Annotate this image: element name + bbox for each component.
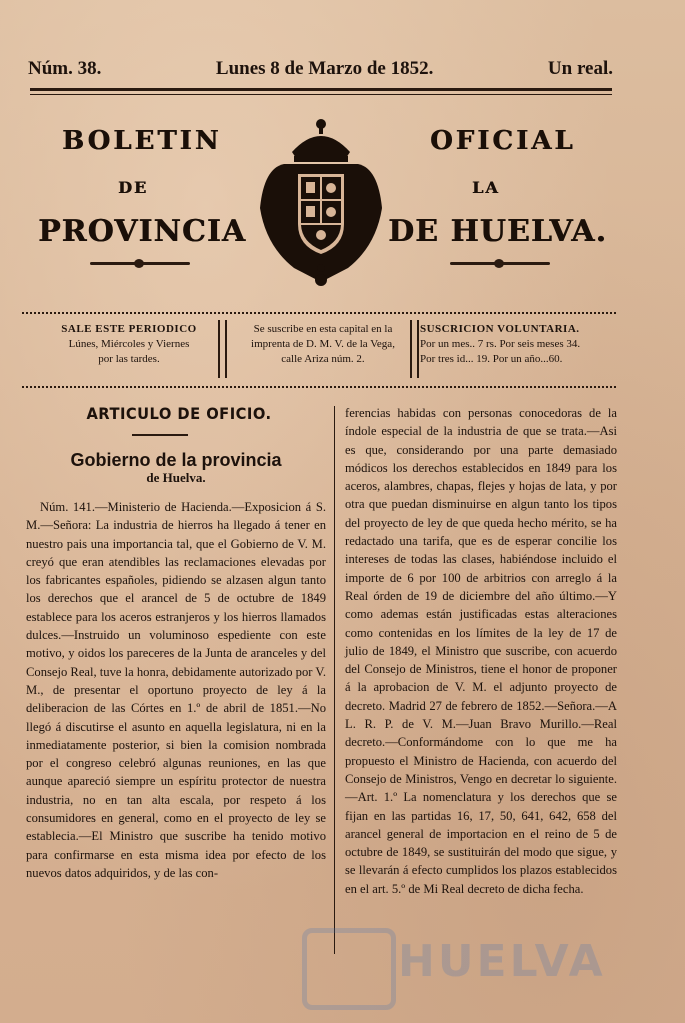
heading-rule [132, 434, 188, 436]
header-rule-thick [30, 88, 612, 91]
schedule-days: Lúnes, Miércoles y Viernes [68, 338, 190, 350]
masthead-de-huelva: DE HUELVA. [388, 214, 607, 249]
watermark-logo-icon [292, 922, 612, 1008]
masthead-provincia: PROVINCIA [38, 214, 247, 249]
issue-date: Lunes 8 de Marzo de 1852. [215, 58, 434, 79]
article-column-left [26, 498, 326, 882]
masthead-boletin: BOLETIN [62, 126, 222, 156]
watermark-text: HUELVA [398, 936, 606, 987]
location-line-2: imprenta de D. M. V. de la Vega, [251, 338, 395, 350]
watermark-frame [302, 928, 396, 1010]
masthead-oficial: OFICIAL [430, 126, 576, 156]
issue-price: Un real. [547, 58, 613, 79]
location-line-3: calle Ariza núm. 2. [281, 353, 365, 365]
prices-title: SUSCRICION VOLUNTARIA. [420, 323, 580, 335]
info-separator [218, 320, 227, 378]
article-paragraph-right: ferencias habidas con personas conocedoras de la índole especial de la industria de que se trata.—Asi es que, considerando por una parte demasiado módicos los derechos establecidos en 1849 para los aceros, alambres, chapas, flejes y hojas de lata, y por otra que puedan disminuirse en algun tanto los tipos del proyecto de ley de que queda hecho mérito, se ha redactado una tarifa, que es de esperar concilie los intereses de todas las clases, habiéndose incluido el importe de 6 por 100 de arbitrios con arreglo á la Real órden de 19 de diciembre del año último.—Y como ademas están justificadas estas alteraciones como contenidas en los límites de la ley de 17 de julio de 1849, el Ministro que suscribe, con acuerdo del Consejo de Ministros, tiene el honor de proponer á la aprobacion de V. M. el adjunto proyecto de decreto. Madrid 27 de febrero de 1852.—Señora.—A L. R. P. de V. M.—Juan Bravo Murillo.—Real decreto.—Conformándome con lo que me ha propuesto el Ministro de Hacienda, con acuerdo del Consejo de Ministros, Vengo en decretar lo siguiente.—Art. 1.º La nomenclatura y los derechos que se fijan en las partidas 16, 17, 50, 641, 642, 658 del arancel general de importacion en el reino de 5 de octubre de 1849, se sustituirán del modo que sigue, y se llevarán á efecto cumplidos los plazos establecidos en el art. 5.º de Mi Real decreto de dicha fecha. [345, 406, 617, 896]
header-rule-thin [30, 94, 612, 95]
royal-crest-icon [254, 118, 388, 288]
schedule-time: por las tardes. [98, 353, 160, 365]
ornament-rule-icon [90, 262, 190, 265]
header-bar [28, 54, 613, 84]
masthead-de: DE [118, 178, 149, 197]
subscription-location [232, 322, 414, 367]
subscription-info-box [22, 312, 616, 388]
issue-number: Núm. 38. [28, 58, 102, 79]
info-separator [410, 320, 419, 378]
publication-schedule [36, 322, 222, 367]
masthead-la: LA [472, 178, 500, 197]
column-divider [334, 406, 335, 954]
article-heading: ARTICULO DE OFICIO. [86, 404, 272, 423]
prices-line-1: Por un mes.. 7 rs. Por seis meses 34. [420, 338, 581, 350]
prices-line-2: Por tres id... 19. Por un año...60. [420, 353, 563, 365]
subscription-prices [420, 322, 608, 367]
schedule-title: SALE ESTE PERIODICO [61, 323, 197, 335]
section-heading: Gobierno de la provincia [70, 450, 282, 470]
ornament-rule-icon [450, 262, 550, 265]
article-column-right [345, 404, 617, 898]
location-line-1: Se suscribe en esta capital en la [253, 323, 393, 335]
section-subheading: de Huelva. [146, 470, 206, 485]
article-paragraph-left: Núm. 141.—Ministerio de Hacienda.—Exposicion á S. M.—Señora: La industria de hierros ha llegado á tener en nuestro pais una importancia tal, que el Gobierno de V. M. creyó que eran atendibles las reclamaciones elevadas por los fabricantes españoles, pidiendo se alzasen algun tanto los derechos que el arancel de 5 de octubre de 1849 establece para los aceros estranjeros y los hierros llamados dulces.—Instruido un voluminoso espediente con este motivo, y oidos los pareceres de la Junta de aranceles y del Consejo Real, tuve la honra, debidamente autorizado por V. M., de presentar el oportuno proyecto de ley á la deliberacion de las Córtes en 1.º de abril de 1851.—No llegó á discutirse el asunto en aquella legislatura, ni en la inmediatamente posterior, si bien la comision nombrada por el congreso celebró algunas reuniones, en las que aunque apareció siempre un espíritu protector de nuestra industria, no en tan alta escala, por respeto á los consumidores en general, como en el proyecto de ley se establecia.—El Ministro que suscribe ha tenido motivo para confirmarse en esta misma idea por efecto de los nuevos datos adquiridos, y de las con- [26, 500, 326, 880]
